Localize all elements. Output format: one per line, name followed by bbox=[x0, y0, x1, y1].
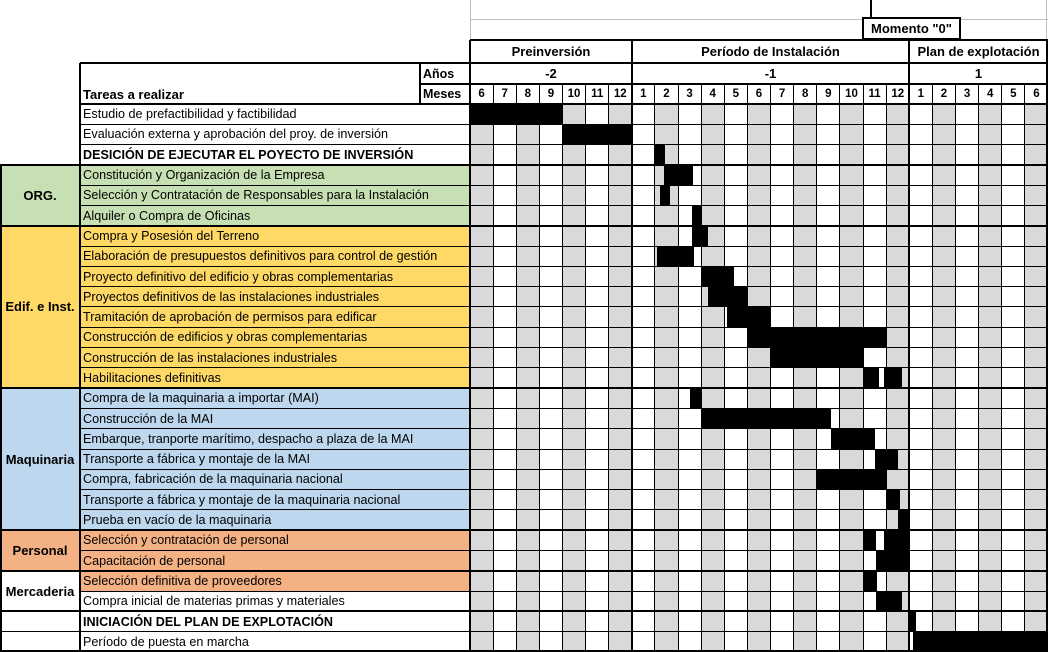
left-guide-line bbox=[470, 0, 471, 40]
month-header-cell[interactable]: 3 bbox=[956, 84, 979, 104]
task-label-cell[interactable]: Proyectos definitivos de las instalaciones industriales bbox=[80, 287, 470, 307]
grid-column-stripe bbox=[586, 104, 609, 650]
gridline bbox=[0, 165, 2, 652]
grid-column-stripe bbox=[1025, 104, 1048, 650]
section-header-explotacion[interactable]: Plan de explotación bbox=[909, 40, 1048, 63]
grid-column-stripe bbox=[1002, 104, 1025, 650]
gridline bbox=[0, 610, 1048, 612]
year-cell-plus1[interactable]: 1 bbox=[909, 63, 1048, 84]
month-header-cell[interactable]: 6 bbox=[1025, 84, 1048, 104]
gantt-bar[interactable] bbox=[909, 611, 916, 631]
gantt-bar[interactable] bbox=[863, 530, 876, 550]
gridline bbox=[80, 124, 1048, 125]
gantt-bar[interactable] bbox=[562, 124, 631, 144]
gridline bbox=[0, 387, 1048, 389]
grid-column-stripe bbox=[747, 104, 770, 650]
month-header-cell[interactable]: 10 bbox=[840, 84, 863, 104]
task-label-cell[interactable]: Compra, fabricación de la maquinaria nacional bbox=[80, 469, 470, 489]
meses-label-cell[interactable]: Meses bbox=[420, 84, 470, 104]
month-header-cell[interactable]: 11 bbox=[586, 84, 609, 104]
task-label-cell[interactable]: Transporte a fábrica y montaje de la maquinaria nacional bbox=[80, 490, 470, 510]
momento-cero-box[interactable]: Momento "0" bbox=[862, 17, 961, 40]
group-label-cell[interactable] bbox=[0, 632, 80, 652]
group-label-cell[interactable]: ORG. bbox=[0, 165, 80, 226]
grid-column-stripe bbox=[632, 104, 655, 650]
month-header-cell[interactable]: 1 bbox=[632, 84, 655, 104]
gantt-bar[interactable] bbox=[863, 571, 877, 591]
gridline bbox=[80, 591, 1048, 592]
month-header-cell[interactable]: 2 bbox=[655, 84, 678, 104]
task-label-cell[interactable]: Compra de la maquinaria a importar (MAI) bbox=[80, 388, 470, 408]
task-label-cell[interactable]: Capacitación de personal bbox=[80, 551, 470, 571]
gantt-bar[interactable] bbox=[884, 530, 908, 550]
month-header-cell[interactable]: 4 bbox=[701, 84, 724, 104]
group-label-cell[interactable]: Edif. e Inst. bbox=[0, 226, 80, 388]
gridline bbox=[80, 306, 1048, 307]
task-label-cell[interactable]: Construcción de edificios y obras complementarias bbox=[80, 327, 470, 347]
month-header-cell[interactable]: 7 bbox=[493, 84, 516, 104]
month-header-cell[interactable]: 6 bbox=[470, 84, 493, 104]
gantt-bar[interactable] bbox=[876, 551, 908, 571]
gantt-bar[interactable] bbox=[727, 307, 771, 327]
gridline bbox=[0, 164, 1048, 166]
gridline bbox=[80, 367, 1048, 368]
year-cell-minus1[interactable]: -1 bbox=[632, 63, 909, 84]
gridline bbox=[908, 40, 910, 652]
year-cell-minus2[interactable]: -2 bbox=[470, 63, 632, 84]
grid-column-stripe bbox=[678, 104, 701, 650]
gridline bbox=[80, 449, 1048, 450]
month-header-cell[interactable]: 5 bbox=[724, 84, 747, 104]
gridline bbox=[80, 408, 1048, 409]
gridline bbox=[0, 529, 1048, 531]
gridline bbox=[469, 40, 471, 652]
task-label-cell[interactable]: Alquiler o Compra de Oficinas bbox=[80, 205, 470, 225]
gantt-bar[interactable] bbox=[660, 185, 670, 205]
gridline bbox=[80, 144, 1048, 145]
gridline bbox=[80, 489, 1048, 490]
gantt-bar[interactable] bbox=[913, 632, 1048, 652]
gridline bbox=[79, 63, 81, 652]
section-header-preinversion[interactable]: Preinversión bbox=[470, 40, 632, 63]
month-header-cell[interactable]: 3 bbox=[678, 84, 701, 104]
gantt-bar[interactable] bbox=[655, 145, 665, 165]
gridline bbox=[80, 103, 1048, 105]
grid-column-stripe bbox=[817, 104, 840, 650]
gridline bbox=[80, 286, 1048, 287]
task-label-cell[interactable]: INICIACIÓN DEL PLAN DE EXPLOTACIÓN bbox=[80, 611, 470, 631]
month-header-cell[interactable]: 8 bbox=[516, 84, 539, 104]
gantt-bar[interactable] bbox=[701, 266, 733, 286]
gridline bbox=[80, 428, 1048, 429]
task-label-cell[interactable]: Compra inicial de materias primas y materiales bbox=[80, 591, 470, 611]
group-label-cell[interactable] bbox=[0, 611, 80, 631]
right-guide-line bbox=[1046, 0, 1047, 40]
month-header-cell[interactable]: 7 bbox=[771, 84, 794, 104]
grid-column-stripe bbox=[701, 104, 724, 650]
month-header-cell[interactable]: 9 bbox=[817, 84, 840, 104]
task-label-cell[interactable]: Elaboración de presupuestos definitivos para control de gestión bbox=[80, 246, 470, 266]
task-label-cell[interactable]: Constitución y Organización de la Empresa bbox=[80, 165, 470, 185]
month-header-cell[interactable]: 11 bbox=[863, 84, 886, 104]
month-header-cell[interactable]: 6 bbox=[747, 84, 770, 104]
task-label-cell[interactable]: Embarque, tranporte marítimo, despacho a plaza de la MAI bbox=[80, 429, 470, 449]
task-label-cell[interactable]: Transporte a fábrica y montaje de la MAI bbox=[80, 449, 470, 469]
grid-column-stripe bbox=[771, 104, 794, 650]
grid-column-stripe bbox=[932, 104, 955, 650]
gridline bbox=[80, 205, 1048, 206]
month-header-cell[interactable]: 5 bbox=[1002, 84, 1025, 104]
task-label-cell[interactable]: Selección y contratación de personal bbox=[80, 530, 470, 550]
month-header-cell[interactable]: 9 bbox=[539, 84, 562, 104]
gridline bbox=[80, 509, 1048, 510]
grid-column-stripe bbox=[562, 104, 585, 650]
task-label-cell[interactable]: Evaluación externa y aprobación del proy. de inversión bbox=[80, 124, 470, 144]
grid-column-stripe bbox=[956, 104, 979, 650]
grid-column-stripe bbox=[909, 104, 932, 650]
anos-label-cell[interactable]: Años bbox=[420, 63, 470, 84]
grid-column-stripe bbox=[840, 104, 863, 650]
gridline bbox=[80, 266, 1048, 267]
month-header-cell[interactable]: 12 bbox=[609, 84, 632, 104]
gridline bbox=[80, 347, 1048, 348]
task-label-cell[interactable]: Selección y Contratación de Responsables para la Instalación bbox=[80, 185, 470, 205]
grid-column-stripe bbox=[724, 104, 747, 650]
gantt-bar[interactable] bbox=[664, 165, 693, 185]
grid-column-stripe bbox=[979, 104, 1002, 650]
tareas-header-cell[interactable]: Tareas a realizar bbox=[80, 63, 420, 104]
month-header-cell[interactable]: 8 bbox=[794, 84, 817, 104]
month-header-cell[interactable]: 2 bbox=[932, 84, 955, 104]
gridline bbox=[80, 327, 1048, 328]
month-header-cell[interactable]: 10 bbox=[562, 84, 585, 104]
gridline bbox=[80, 62, 1048, 64]
gantt-bar[interactable] bbox=[701, 408, 830, 428]
task-label-cell[interactable]: Tramitación de aprobación de permisos para edificar bbox=[80, 307, 470, 327]
gantt-bar[interactable] bbox=[876, 591, 903, 611]
gridline bbox=[0, 225, 1048, 227]
gridline bbox=[419, 63, 421, 104]
task-label-cell[interactable]: Período de puesta en marcha bbox=[80, 632, 470, 652]
group-label-cell[interactable]: Mercaderia bbox=[0, 571, 80, 612]
gridline bbox=[80, 246, 1048, 247]
task-label-cell[interactable]: Proyecto definitivo del edificio y obras complementarias bbox=[80, 266, 470, 286]
gantt-bar[interactable] bbox=[863, 368, 879, 388]
task-label-cell[interactable]: DESICIÓN DE EJECUTAR EL POYECTO DE INVERSIÓN bbox=[80, 145, 470, 165]
top-guide-line bbox=[470, 19, 1048, 20]
task-label-cell[interactable]: Estudio de prefactibilidad y factibilidad bbox=[80, 104, 470, 124]
grid-column-stripe bbox=[539, 104, 562, 650]
gridline bbox=[80, 550, 1048, 551]
task-label-cell[interactable]: Prueba en vacío de la maquinaria bbox=[80, 510, 470, 530]
task-label-cell[interactable]: Selección definitiva de proveedores bbox=[80, 571, 470, 591]
section-header-instalacion[interactable]: Período de Instalación bbox=[632, 40, 909, 63]
gridline bbox=[0, 570, 1048, 572]
grid-column-stripe bbox=[470, 104, 493, 650]
gantt-bar[interactable] bbox=[708, 287, 747, 307]
group-label-cell[interactable]: Personal bbox=[0, 530, 80, 571]
grid-column-stripe bbox=[609, 104, 632, 650]
task-label-cell[interactable]: Construcción de las instalaciones industriales bbox=[80, 348, 470, 368]
gantt-bar[interactable] bbox=[690, 388, 702, 408]
gantt-bar[interactable] bbox=[657, 246, 694, 266]
month-header-cell[interactable]: 1 bbox=[909, 84, 932, 104]
task-label-cell[interactable]: Habilitaciones definitivas bbox=[80, 368, 470, 388]
gantt-bar[interactable] bbox=[817, 469, 886, 489]
month-header-cell[interactable]: 4 bbox=[979, 84, 1002, 104]
gridline bbox=[80, 185, 1048, 186]
gantt-bar[interactable] bbox=[886, 490, 900, 510]
grid-column-stripe bbox=[794, 104, 817, 650]
task-label-cell[interactable]: Construcción de la MAI bbox=[80, 408, 470, 428]
grid-column-stripe bbox=[516, 104, 539, 650]
gridline bbox=[420, 83, 1048, 85]
gridline bbox=[631, 40, 633, 652]
gridline bbox=[80, 469, 1048, 470]
gantt-bar[interactable] bbox=[831, 429, 875, 449]
group-label-cell[interactable]: Maquinaria bbox=[0, 388, 80, 530]
month-header-cell[interactable]: 12 bbox=[886, 84, 909, 104]
task-label-cell[interactable]: Compra y Posesión del Terreno bbox=[80, 226, 470, 246]
cell-edge-stub bbox=[870, 0, 872, 17]
grid-column-stripe bbox=[493, 104, 516, 650]
gridline bbox=[0, 631, 1048, 632]
gridline bbox=[470, 39, 1048, 41]
